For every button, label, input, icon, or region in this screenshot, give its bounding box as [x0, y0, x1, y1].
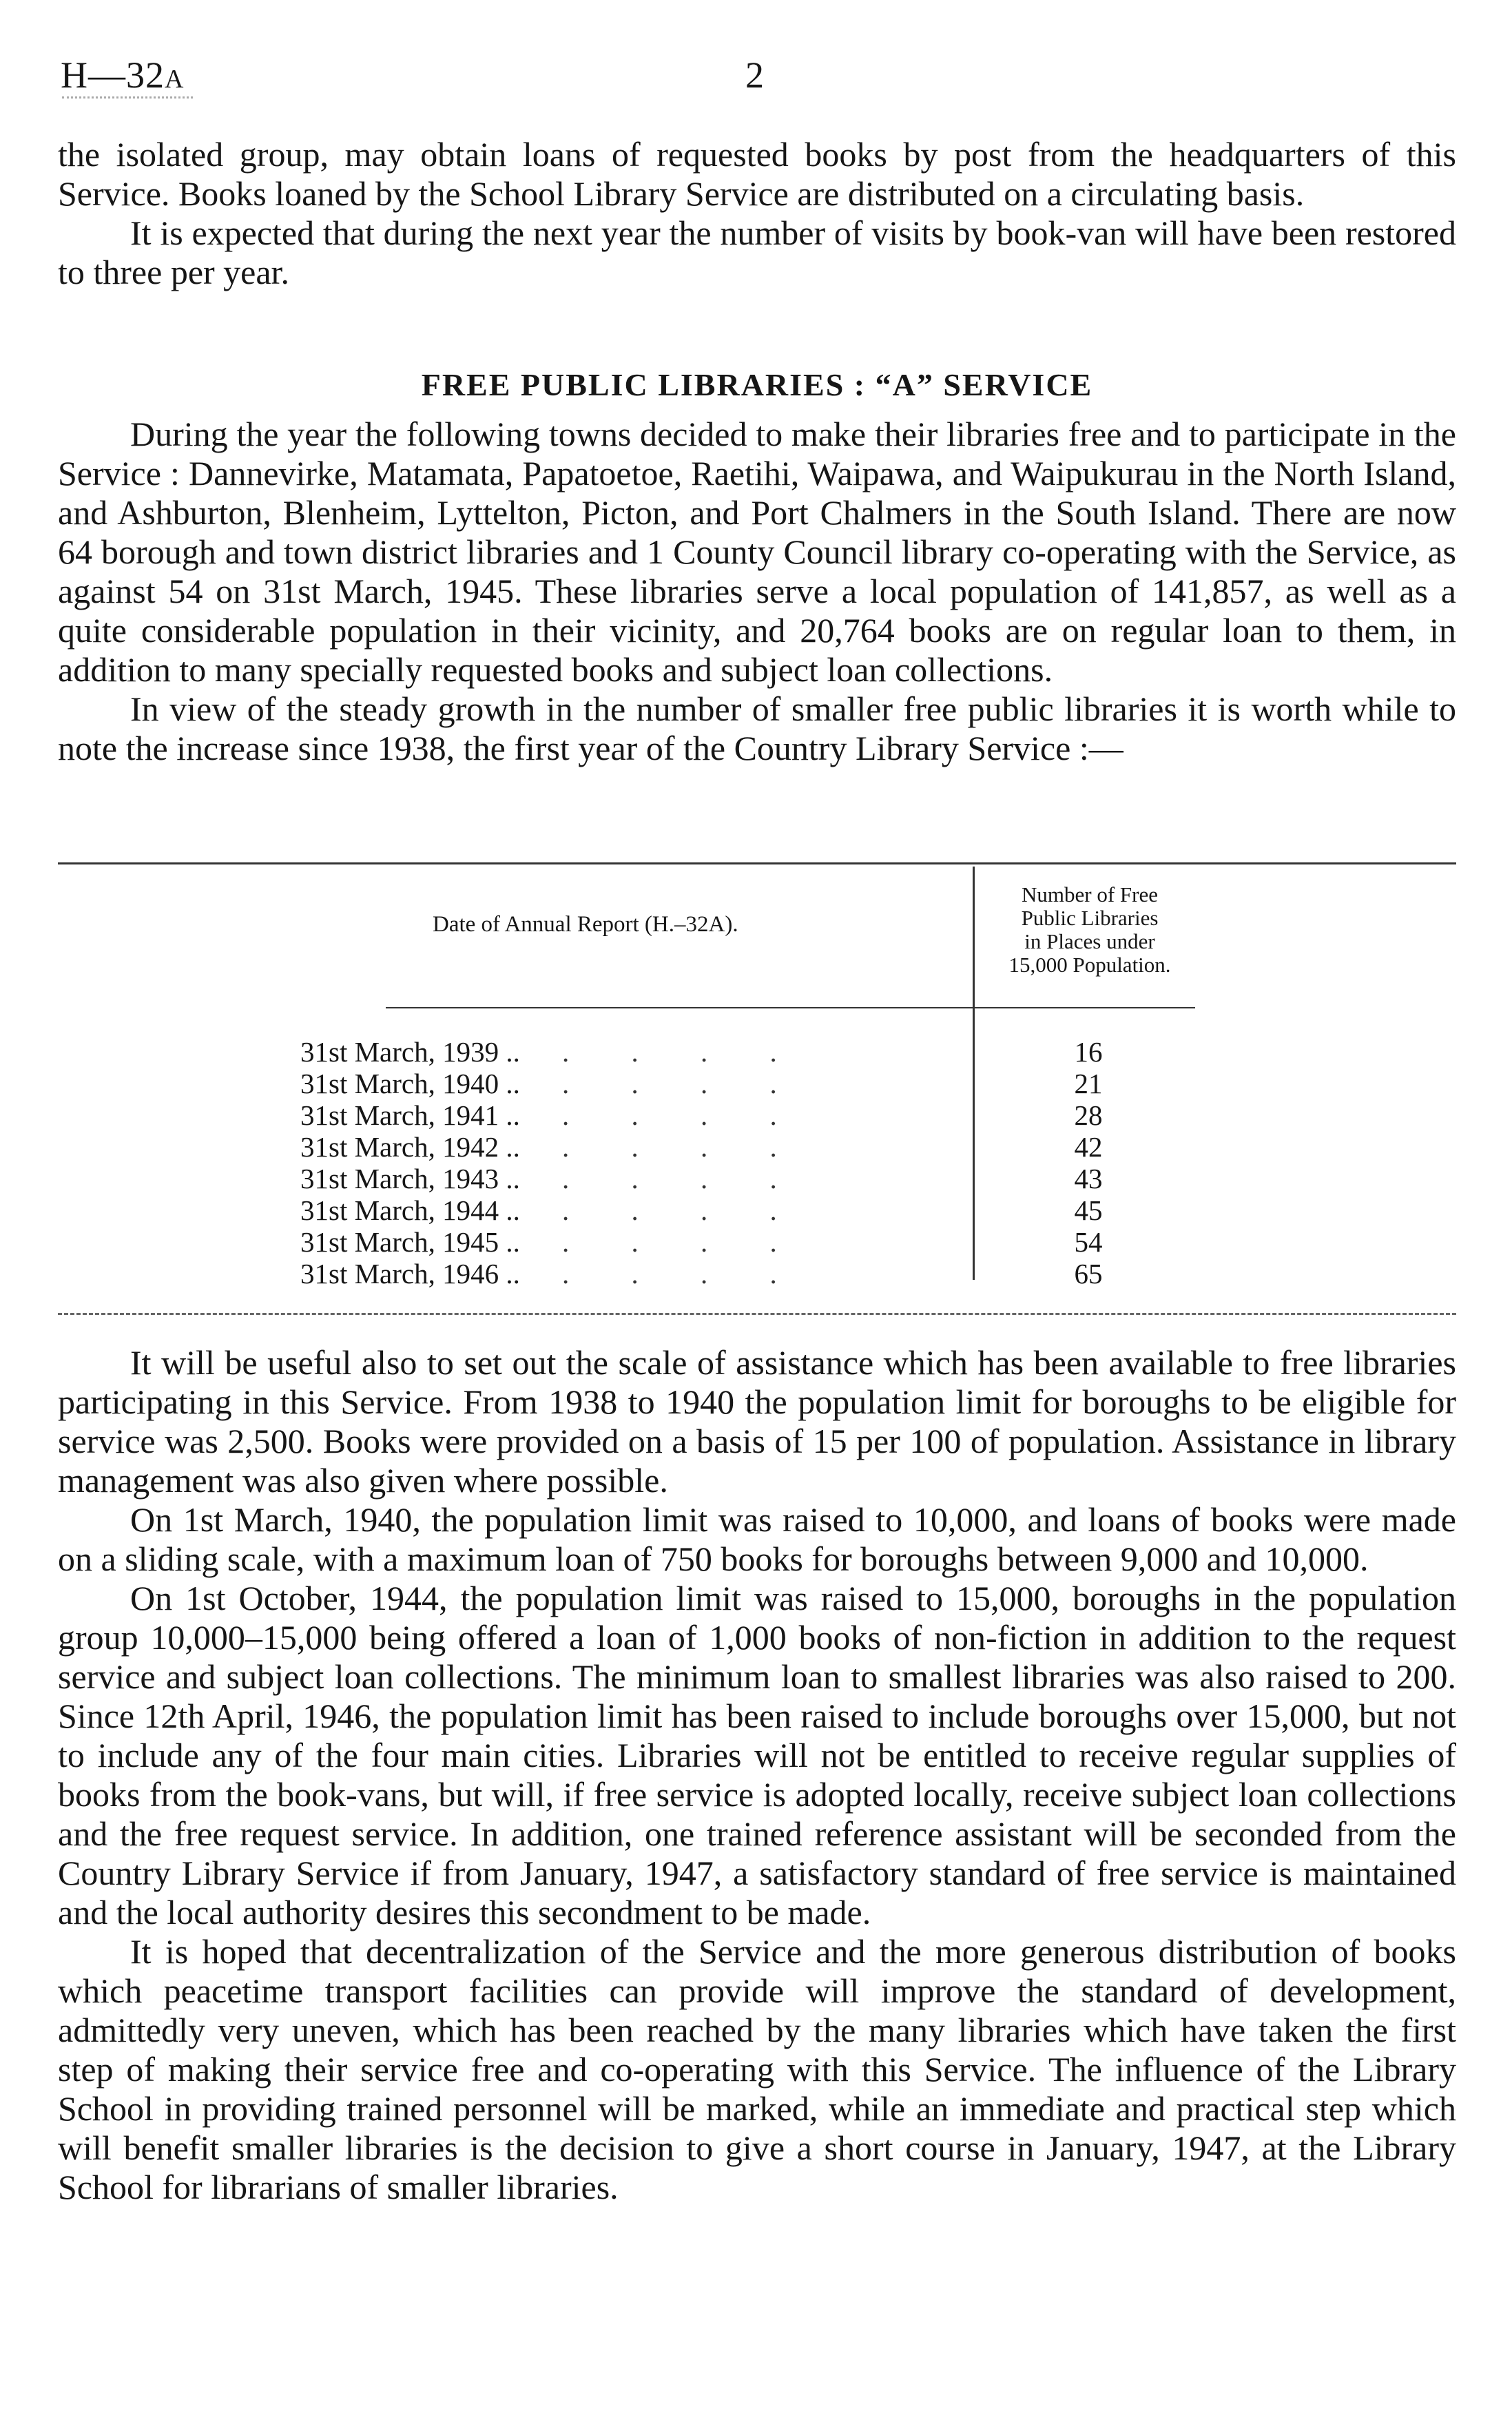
table-cell-date: 31st March, 1945 ..: [300, 1226, 520, 1258]
table-row: [300, 1036, 805, 1068]
table-cell-count: 65: [1074, 1258, 1103, 1289]
section-paragraph-growth: In view of the steady growth in the number of smaller free public libraries it is worth while to note the increase since 1938, the first year of the Country Library Service :—: [58, 690, 1456, 767]
closing-text: [58, 1343, 1456, 2207]
table-leader-dots: . . . .: [562, 1226, 805, 1258]
closing-paragraph-1940: On 1st March, 1940, the population limit was raised to 10,000, and loans of books were made on a sliding scale, with a maximum loan of 750 books for boroughs between 9,000 and 10,000.: [58, 1500, 1456, 1578]
table-leader-dots: . . . .: [562, 1163, 805, 1194]
table-cell-count: 28: [1074, 1099, 1103, 1131]
table-cell-count: 42: [1074, 1131, 1103, 1163]
table-cell-date: 31st March, 1940 ..: [300, 1068, 520, 1099]
header-smudge: [62, 96, 193, 101]
table-leader-dots: . . . .: [562, 1258, 805, 1289]
section-paragraph-towns: During the year the following towns decided to make their libraries free and to participate in the Service : Dannevirke, Matamata, Papatoetoe, Raetihi, Waipawa, and Waipukurau in the North Island, and Ashburton, Blenheim, Lyttelton, Picton, and Port Chalmers in the South Island. There are now 64 borough and town district libraries and 1 County Council library co-operating with the Service, as against 54 on 31st March, 1945. These libraries serve a local population of 141,857, as well as a quite considerable population in their vicinity, and 20,764 books are on regular loan to them, in addition to many specially requested books and subject loan collections.: [58, 415, 1456, 689]
table-row: [300, 1258, 805, 1289]
table-cell-count: 43: [1074, 1163, 1103, 1194]
table-row: [300, 1068, 805, 1099]
table-row: [300, 1163, 805, 1194]
table-cell-count: 21: [1074, 1068, 1103, 1099]
document-reference: [61, 54, 184, 96]
intro-text: [58, 135, 1456, 292]
table-bottom-rule: [58, 1313, 1456, 1315]
closing-paragraph-1944: On 1st October, 1944, the population limit was raised to 15,000, boroughs in the population group 10,000–15,000 being offered a loan of 1,000 books of non-fiction in addition to the request service and subject loan collections. The minimum loan to smallest libraries was also raised to 200. Since 12th April, 1946, the population limit has been raised to include boroughs over 15,000, but not to include any of the four main cities. Libraries will not be entitled to receive regular supplies of books from the book-vans, but will, if free service is adopted locally, receive subject loan collections and the free request service. In addition, one trained reference assistant will be seconded from the Country Library Service if from January, 1947, a satisfactory standard of free service is maintained and the local authority desires this secondment to be made.: [58, 1579, 1456, 1931]
document-reference-suffix: A: [165, 65, 185, 94]
table-leader-dots: . . . .: [562, 1099, 805, 1131]
table-cell-date: 31st March, 1944 ..: [300, 1194, 520, 1226]
table-cell-date: 31st March, 1946 ..: [300, 1258, 520, 1289]
table-header-count: [980, 883, 1200, 977]
table-header-count-line: in Places under: [1024, 929, 1155, 953]
table-header-date: Date of Annual Report (H.–32A).: [433, 912, 738, 937]
table-cell-date: 31st March, 1941 ..: [300, 1099, 520, 1131]
intro-paragraph-continued: the isolated group, may obtain loans of requested books by post from the headquarters of this Service. Books loaned by the School Library Service are distributed on a circulating basis.: [58, 135, 1456, 213]
section-heading: FREE PUBLIC LIBRARIES : “A” SERVICE: [421, 367, 1093, 402]
table-row: [300, 1226, 805, 1258]
table-column-divider: [973, 867, 975, 1280]
section-text: [58, 415, 1456, 768]
table-leader-dots: . . . .: [562, 1131, 805, 1163]
table-top-rule: [58, 862, 1456, 864]
table-row: [300, 1131, 805, 1163]
table-leader-dots: . . . .: [562, 1194, 805, 1226]
table-cell-date: 31st March, 1943 ..: [300, 1163, 520, 1194]
closing-paragraph-decentralization: It is hoped that decentralization of the Service and the more generous distribution of books which peacetime transport facilities can provide will improve the standard of development, admittedly very uneven, which has been reached by the many libraries which have taken the first step of making their service free and co-operating with this Service. The influence of the Library School in providing trained personnel will be marked, while an immediate and practical step which will benefit smaller libraries is the decision to give a short course in January, 1947, at the Library School for librarians of smaller libraries.: [58, 1932, 1456, 2206]
table-header-count-line: 15,000 Population.: [1008, 953, 1171, 977]
table-row: [300, 1194, 805, 1226]
table-cell-count: 16: [1074, 1036, 1103, 1068]
document-reference-main: H—32: [61, 54, 165, 96]
table-leader-dots: . . . .: [562, 1036, 805, 1068]
intro-paragraph-bookvan: It is expected that during the next year the number of visits by book-van will have been restored to three per year.: [58, 214, 1456, 291]
table-cell-date: 31st March, 1939 ..: [300, 1036, 520, 1068]
table-header-count-line: Public Libraries: [1021, 906, 1159, 930]
table-row: [300, 1099, 805, 1131]
table-header-rule: [386, 1007, 1195, 1008]
table-cell-count: 54: [1074, 1226, 1103, 1258]
table-leader-dots: . . . .: [562, 1068, 805, 1099]
page-number: 2: [745, 54, 764, 96]
closing-paragraph-assistance: It will be useful also to set out the scale of assistance which has been available to free libraries participating in this Service. From 1938 to 1940 the population limit for boroughs to be eligible for service was 2,500. Books were provided on a basis of 15 per 100 of population. Assistance in library management was also given where possible.: [58, 1343, 1456, 1500]
table-cell-count: 45: [1074, 1194, 1103, 1226]
table-cell-date: 31st March, 1942 ..: [300, 1131, 520, 1163]
table-header-count-line: Number of Free: [1022, 882, 1158, 906]
